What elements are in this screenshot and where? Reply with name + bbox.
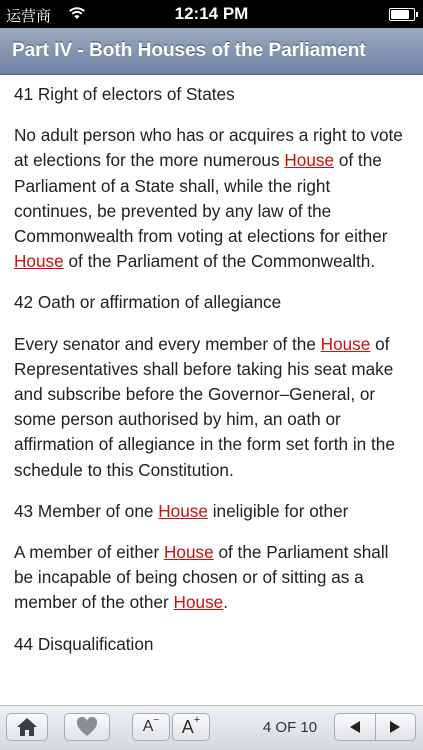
home-icon bbox=[16, 717, 38, 737]
section-43-text bbox=[14, 540, 411, 616]
status-bar bbox=[0, 0, 423, 28]
text-span: 43 Member of one bbox=[14, 500, 159, 521]
section-41-text bbox=[14, 123, 411, 274]
document-body bbox=[14, 82, 411, 673]
house-link[interactable]: House bbox=[284, 150, 335, 171]
battery-icon bbox=[389, 8, 415, 21]
page-indicator: 4 OF 10 bbox=[262, 719, 318, 736]
favorite-button[interactable] bbox=[64, 713, 110, 741]
minus-mark: − bbox=[153, 714, 160, 726]
text-span: Every senator and every member of the bbox=[14, 333, 321, 354]
status-time: 12:14 PM bbox=[174, 4, 249, 23]
text-span: ineligible for other bbox=[207, 500, 349, 521]
house-link[interactable]: House bbox=[163, 542, 214, 563]
font-increase-label: A bbox=[181, 716, 194, 737]
font-decrease-label: A bbox=[142, 718, 154, 735]
section-42-text bbox=[14, 332, 411, 483]
page-title: Part IV - Both Houses of the Parliament bbox=[12, 40, 366, 61]
home-button[interactable] bbox=[6, 713, 48, 741]
text-span: of the Parliament of a State shall, while the right continues, be prevented by any law of the Commonwealth from voting at elections for either bbox=[14, 150, 388, 247]
section-42-heading: 42 Oath or affirmation of allegiance bbox=[14, 292, 282, 313]
triangle-right-icon bbox=[389, 720, 401, 734]
text-span: of Representatives shall before taking his seat make and subscribe before the Governor–General, or some person authorised by him, an oath or affirmation of allegiance in the form set forth in the schedule to this Constitution. bbox=[14, 333, 395, 480]
text-span: No adult person who has or acquires a right to vote at elections for the more numerous bbox=[14, 125, 403, 171]
section-43-heading bbox=[14, 499, 411, 524]
font-increase-button[interactable] bbox=[172, 713, 210, 741]
section-44-heading: 44 Disqualification bbox=[14, 633, 154, 654]
triangle-left-icon bbox=[349, 720, 361, 734]
navigation-bar bbox=[0, 28, 423, 75]
next-page-button[interactable] bbox=[376, 714, 416, 740]
text-span: A member of either bbox=[14, 542, 164, 563]
plus-mark: + bbox=[193, 714, 201, 726]
text-span: . bbox=[223, 592, 229, 613]
house-link[interactable]: House bbox=[173, 592, 224, 613]
previous-page-button[interactable] bbox=[335, 714, 376, 740]
section-41-heading: 41 Right of electors of States bbox=[14, 84, 235, 104]
house-link[interactable]: House bbox=[158, 500, 208, 521]
carrier-label: 运营商 bbox=[6, 8, 52, 25]
battery-level bbox=[391, 10, 409, 19]
house-link[interactable]: House bbox=[320, 333, 371, 354]
text-span: of the Parliament of the Commonwealth. bbox=[63, 251, 376, 272]
house-link[interactable]: House bbox=[14, 251, 64, 272]
font-decrease-button[interactable] bbox=[132, 713, 170, 741]
heart-icon bbox=[76, 717, 98, 737]
page-navigation-control bbox=[334, 713, 416, 741]
bottom-toolbar bbox=[0, 705, 423, 750]
text-span: of the Parliament shall be incapable of being chosen or of sitting as a member of the other bbox=[14, 542, 389, 613]
